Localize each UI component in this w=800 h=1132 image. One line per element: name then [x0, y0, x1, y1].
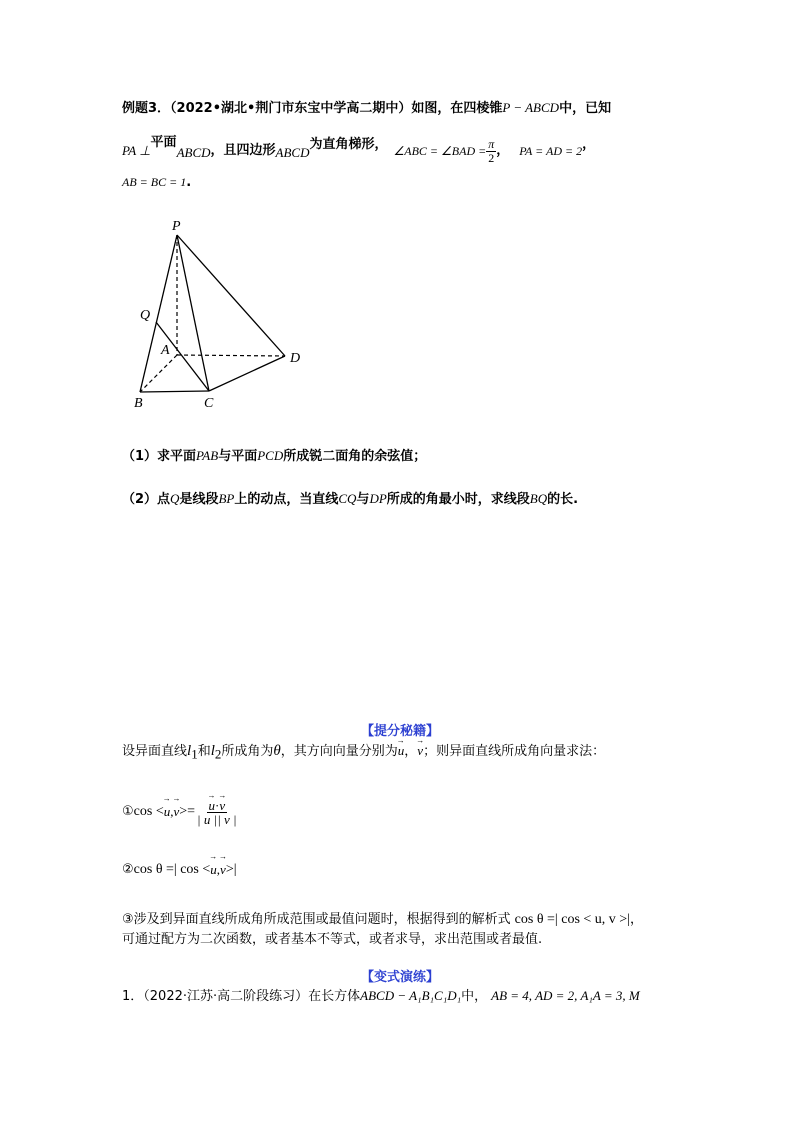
vector-u: → u [398, 743, 405, 759]
plane-abcd: ABCD [176, 145, 211, 160]
example-line-3 [122, 174, 191, 191]
practice-number: 1． [122, 989, 144, 1004]
formula-1-v: → v [173, 804, 179, 820]
item-3-formula: cos θ =| cos < u, v >| [514, 912, 630, 927]
pa-ad-eq: PA = AD = 2 [519, 144, 583, 158]
frac-u: → u [209, 799, 216, 812]
tips-item-3 [122, 912, 643, 928]
edge-AD [177, 355, 285, 356]
q2-line-dp: DP [369, 491, 387, 506]
q2-line-cq: CQ [338, 491, 357, 506]
q2-segment-bq: BQ [529, 491, 548, 506]
practice-source: （2022·江苏·高二阶段练习）在长方体 [143, 989, 361, 1004]
edge-BC [140, 391, 209, 392]
formula-1-denominator: | u || v | [197, 812, 237, 827]
angle-eq: ∠ABC = ∠BAD = [393, 144, 487, 158]
pyramid-figure [120, 215, 320, 415]
formula-1-u: → u [164, 804, 171, 820]
formula-1-numerator [207, 798, 228, 813]
label-A: A [161, 343, 170, 358]
practice-heading: 【变式演练】 [360, 970, 439, 985]
tips-line1-b: 所成角为 [221, 744, 274, 759]
q1-prefix: （1）求平面 [122, 449, 197, 464]
practice-item-1 [122, 988, 640, 1005]
edge-AB [140, 355, 177, 392]
tips-heading: 【提分秘籍】 [360, 724, 439, 739]
q2-end: 的长. [547, 492, 579, 507]
period: . [186, 175, 192, 190]
formula-1-gt: >= [179, 804, 196, 819]
vector-v: → v [417, 743, 423, 759]
q2-mid1: 是线段 [179, 492, 219, 507]
formula-2-end: >| [225, 862, 237, 877]
formula-1-number: ① [122, 804, 134, 819]
quad-abcd: ABCD [275, 145, 310, 160]
formula-1-comma: , [170, 804, 174, 819]
edge-PC [177, 235, 209, 391]
item-3-comma: ， [630, 912, 644, 927]
formula-2-number: ② [122, 862, 134, 877]
practice-solid: ABCD − A₁B₁C₁D₁ [360, 988, 462, 1003]
tips-sep: ， [404, 744, 418, 759]
pi-denominator: 2 [488, 150, 495, 165]
pi-over-two [486, 138, 496, 165]
formula-1 [122, 792, 239, 832]
q2-prefix: （2）点 [122, 492, 171, 507]
ab-bc-eq: AB = BC = 1 [122, 175, 187, 189]
l2-symbol: l [210, 743, 215, 759]
l2-subscript: 2 [214, 746, 222, 762]
pyramid-name: P − ABCD [502, 100, 560, 115]
l1-subscript: 1 [191, 746, 198, 762]
example-intro: 如图，在四棱锥 [411, 101, 503, 116]
formula-1-cos: cos < [133, 804, 164, 819]
frac-v: → v [219, 799, 225, 812]
frac-dot: · [215, 798, 220, 813]
formula-2-text: cos θ =| cos < [133, 862, 211, 877]
formula-1-fraction [195, 798, 239, 826]
comma-1: ， [496, 143, 510, 158]
tips-item-3-line-2: 可通过配方为二次函数，或者基本不等式，或者求导，求出范围或者最值. [122, 932, 543, 947]
label-C: C [204, 396, 214, 411]
q2-mid4: 所成的角最小时，求线段 [386, 492, 530, 507]
formula-2-v: → v [220, 862, 226, 878]
q2-point-q: Q [170, 491, 180, 506]
plane-word: 平面 [150, 135, 177, 150]
edge-CD [209, 356, 285, 391]
pa-perp: PA ⊥ [122, 143, 151, 158]
example-intro-end: 中，已知 [559, 101, 612, 116]
example-line-2 [122, 136, 595, 166]
question-1 [122, 448, 426, 465]
q2-mid3: 与 [356, 492, 370, 507]
formula-2-u: → u [210, 862, 217, 878]
label-Q: Q [140, 308, 151, 323]
tips-line1-a: 设异面直线 [122, 744, 188, 759]
right-trapezoid: 为直角梯形， [309, 137, 388, 152]
q1-plane-pcd: PCD [257, 448, 284, 463]
tips-line1-d: ；则异面直线所成角向量求法： [423, 744, 606, 759]
pi-numerator: π [488, 136, 495, 151]
theta-symbol: θ [273, 743, 281, 759]
formula-2 [122, 862, 237, 878]
label-B: B [134, 396, 143, 411]
tips-line1-c: ，其方向向量分别为 [280, 744, 398, 759]
practice-mid: 中， [461, 989, 488, 1004]
example-line-1 [122, 100, 611, 117]
q1-mid: 与平面 [218, 449, 258, 464]
l1-symbol: l [187, 743, 192, 759]
q2-segment-bp: BP [218, 491, 235, 506]
label-D: D [290, 351, 301, 366]
tips-and: 和 [197, 744, 211, 759]
item-3-number: ③ [122, 912, 134, 927]
practice-values: AB = 4, AD = 2, A₁A = 3, M [491, 988, 640, 1003]
example-label: 例题3． [122, 101, 171, 116]
label-P: P [172, 219, 181, 234]
item-3-text: 涉及到异面直线所成角所成范围或最值问题时，根据得到的解析式 [133, 912, 511, 927]
example-source: （2022•湖北•荆门市东宝中学高二期中） [170, 101, 412, 116]
tips-line-1 [122, 743, 605, 763]
q2-mid2: 上的动点，当直线 [234, 492, 339, 507]
comma-2: ， [582, 137, 596, 152]
and-quad: ，且四边形 [210, 143, 276, 158]
edge-PD [177, 235, 285, 356]
formula-2-comma: , [216, 862, 221, 877]
q1-plane-pab: PAB [196, 448, 219, 463]
q1-end: 所成锐二面角的余弦值； [283, 449, 427, 464]
question-2 [122, 491, 578, 508]
